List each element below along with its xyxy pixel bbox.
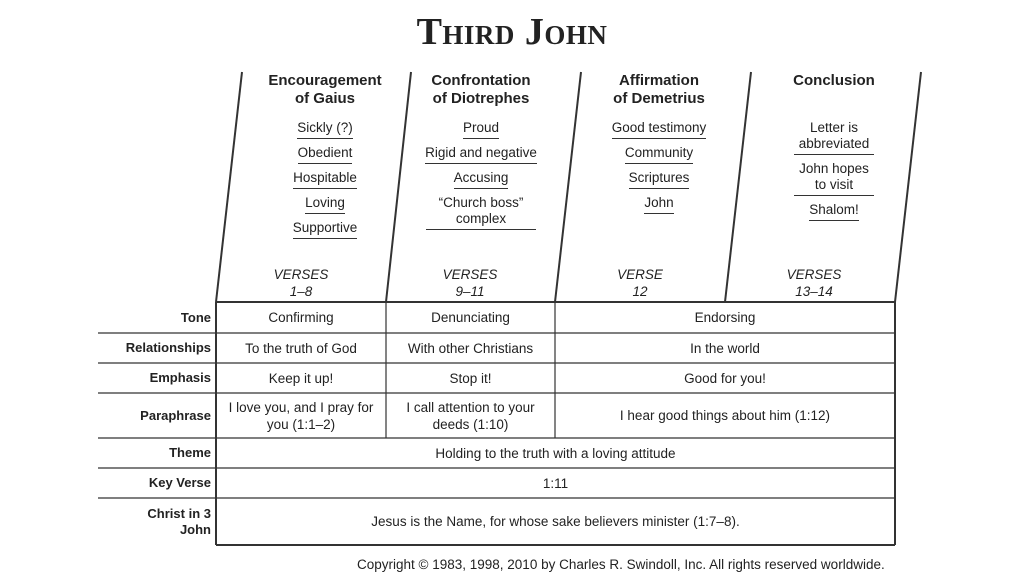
row-label-christ: Christ in 3 John	[147, 505, 211, 537]
table-cell: With other Christians	[407, 340, 534, 356]
table-cell: Stop it!	[449, 370, 492, 386]
table-cell: I call attention to your deeds (1:10)	[406, 399, 535, 432]
table-cell: Jesus is the Name, for whose sake believers minister (1:7–8).	[371, 514, 740, 529]
section-confrontation	[415, 72, 547, 236]
list-item: Good testimony	[612, 120, 707, 139]
row-label-theme: Theme	[169, 445, 211, 460]
table-cell: I love you, and I pray for you (1:1–2)	[228, 399, 374, 432]
table-cell: Keep it up!	[268, 370, 334, 386]
list-item: Rigid and negative	[425, 145, 537, 164]
table-cell: Holding to the truth with a loving attitude	[435, 445, 676, 461]
list-item: Letter is abbreviated	[794, 120, 874, 155]
list-item: Community	[625, 145, 693, 164]
table-cell: In the world	[690, 340, 760, 356]
table-cell: 1:11	[542, 475, 569, 491]
list-item: John hopes to visit	[794, 161, 874, 196]
verses-label: VERSE 12	[617, 267, 663, 299]
list-item: Hospitable	[293, 170, 357, 189]
list-item: Obedient	[298, 145, 353, 164]
list-item: Supportive	[293, 220, 358, 239]
table-cell: Endorsing	[694, 310, 756, 325]
list-item: Scriptures	[629, 170, 690, 189]
row-label-relationships: Relationships	[125, 340, 211, 355]
list-item: Sickly (?)	[297, 120, 353, 139]
verses-label: VERSES 1–8	[273, 267, 329, 299]
table-cell: I hear good things about him (1:12)	[619, 408, 831, 423]
row-label-emphasis: Emphasis	[149, 370, 211, 385]
section-heading: Confrontation of Diotrephes	[431, 72, 531, 107]
section-heading: Encouragement of Gaius	[268, 72, 382, 107]
table-cell: Confirming	[268, 310, 334, 325]
section-heading: Affirmation of Demetrius	[613, 72, 705, 107]
section-heading: Conclusion	[793, 72, 875, 89]
divider-5	[895, 72, 921, 302]
list-item: John	[644, 195, 673, 214]
table-cell: To the truth of God	[245, 340, 357, 356]
list-item: Loving	[305, 195, 345, 214]
row-label-tone: Tone	[180, 309, 211, 325]
list-item: Accusing	[454, 170, 509, 189]
list-item: “Church boss” complex	[426, 195, 536, 230]
list-item: Shalom!	[809, 202, 859, 221]
section-conclusion	[770, 72, 898, 227]
copyright-notice: Copyright © 1983, 1998, 2010 by Charles R. Swindoll, Inc. All rights reserved worldwide.	[357, 557, 885, 572]
divider-3	[555, 72, 581, 302]
divider-1	[216, 72, 242, 302]
verses-label: VERSES 9–11	[442, 267, 498, 299]
row-label-paraphrase: Paraphrase	[140, 407, 211, 423]
section-affirmation	[594, 72, 724, 220]
section-encouragement	[255, 72, 395, 245]
chart-title: Third John	[416, 11, 608, 53]
divider-4	[725, 72, 751, 302]
verses-label: VERSES 13–14	[786, 267, 842, 299]
table-cell: Good for you!	[684, 370, 766, 386]
list-item: Proud	[463, 120, 499, 139]
row-label-key-verse: Key Verse	[148, 475, 211, 490]
table-cell: Denunciating	[431, 310, 510, 325]
